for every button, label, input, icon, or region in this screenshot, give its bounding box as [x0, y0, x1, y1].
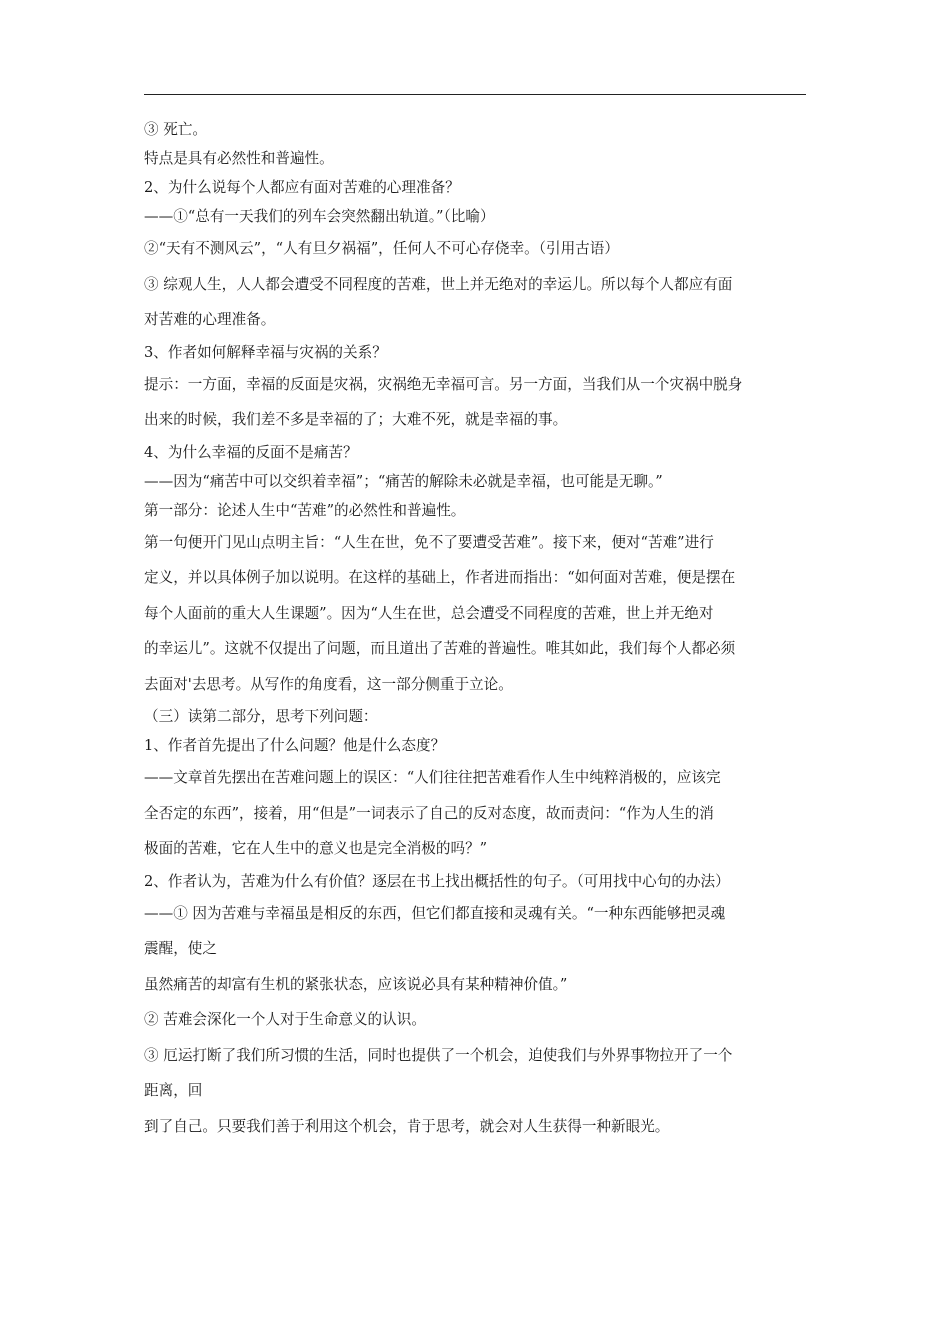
paragraph-line: 定义，并以具体例子加以说明。在这样的基础上，作者进而指出：“如何面对苦难，便是摆在 — [144, 569, 736, 586]
section-heading: （三）读第二部分，思考下列问题： — [144, 708, 378, 725]
question-heading: 3、作者如何解释幸福与灾祸的关系？ — [144, 343, 387, 361]
question-heading: 4、为什么幸福的反面不是痛苦？ — [144, 443, 358, 461]
paragraph-line: ——因为“痛苦中可以交织着幸福”；“痛苦的解除未必就是幸福，也可能是无聊。” — [144, 472, 663, 490]
paragraph-line: 极面的苦难，它在人生中的意义也是完全消极的吗？” — [144, 840, 488, 857]
paragraph-line: ——①“总有一天我们的列车会突然翻出轨道。”（比喻） — [144, 208, 495, 225]
question-heading: 2、为什么说每个人都应有面对苦难的心理准备？ — [144, 179, 460, 196]
paragraph-line: ③ 死亡。 — [144, 121, 208, 138]
document-body — [144, 115, 810, 1144]
question-heading: 1、作者首先提出了什么问题？他是什么态度？ — [144, 737, 446, 754]
paragraph-line: 对苦难的心理准备。 — [144, 311, 276, 328]
paragraph-line: 震醒，使之 — [144, 940, 217, 957]
paragraph-line: ——文章首先摆出在苦难问题上的误区：“人们往往把苦难看作人生中纯粹消极的，应该完 — [144, 769, 721, 786]
paragraph-line: 提示：一方面，幸福的反面是灾祸，灾祸绝无幸福可言。另一方面，当我们从一个灾祸中脱身 — [144, 375, 743, 393]
section-summary: 第一部分：论述人生中“苦难”的必然性和普遍性。 — [144, 501, 466, 519]
paragraph-line: 去面对'去思考。从写作的角度看，这一部分侧重于立论。 — [144, 675, 513, 693]
question-heading: 2、作者认为，苦难为什么有价值？逐层在书上找出概括性的句子。（可用找中心句的办法） — [144, 872, 730, 890]
paragraph-line: 全否定的东西”，接着，用“但是”一词表示了自己的反对态度，故而责问：“作为人生的消 — [144, 804, 714, 822]
paragraph-line: 的幸运儿”。这就不仅提出了问题，而且道出了苦难的普遍性。唯其如此，我们每个人都必须 — [144, 640, 736, 657]
header-rule — [144, 94, 806, 95]
paragraph-line: ③ 厄运打断了我们所习惯的生活，同时也提供了一个机会，迫使我们与外界事物拉开了一个 — [144, 1046, 733, 1064]
paragraph-line: 虽然痛苦的却富有生机的紧张状态，应该说必具有某种精神价值。” — [144, 975, 568, 993]
paragraph-line: ——① 因为苦难与幸福虽是相反的东西，但它们都直接和灵魂有关。“一种东西能够把灵魂 — [144, 904, 726, 922]
paragraph-line: 距离，回 — [144, 1082, 203, 1099]
paragraph-line: ② 苦难会深化一个人对于生命意义的认识。 — [144, 1011, 426, 1028]
paragraph-line: 到了自己。只要我们善于利用这个机会，肯于思考，就会对人生获得一种新眼光。 — [144, 1117, 670, 1135]
paragraph-line: 第一句便开门见山点明主旨：“人生在世，免不了要遭受苦难”。接下来，便对“苦难”进行 — [144, 533, 714, 551]
paragraph-line: 每个人面前的重大人生课题”。因为“人生在世，总会遭受不同程度的苦难，世上并无绝对 — [144, 604, 714, 622]
paragraph-line: ③ 综观人生，人人都会遭受不同程度的苦难，世上并无绝对的幸运儿。所以每个人都应有面 — [144, 275, 733, 293]
paragraph-line: 特点是具有必然性和普遍性。 — [144, 150, 334, 167]
paragraph-line: ②“天有不测风云”，“人有旦夕祸福”，任何人不可心存侥幸。（引用古语） — [144, 240, 619, 257]
paragraph-line: 出来的时候，我们差不多是幸福的了；大难不死，就是幸福的事。 — [144, 411, 568, 428]
